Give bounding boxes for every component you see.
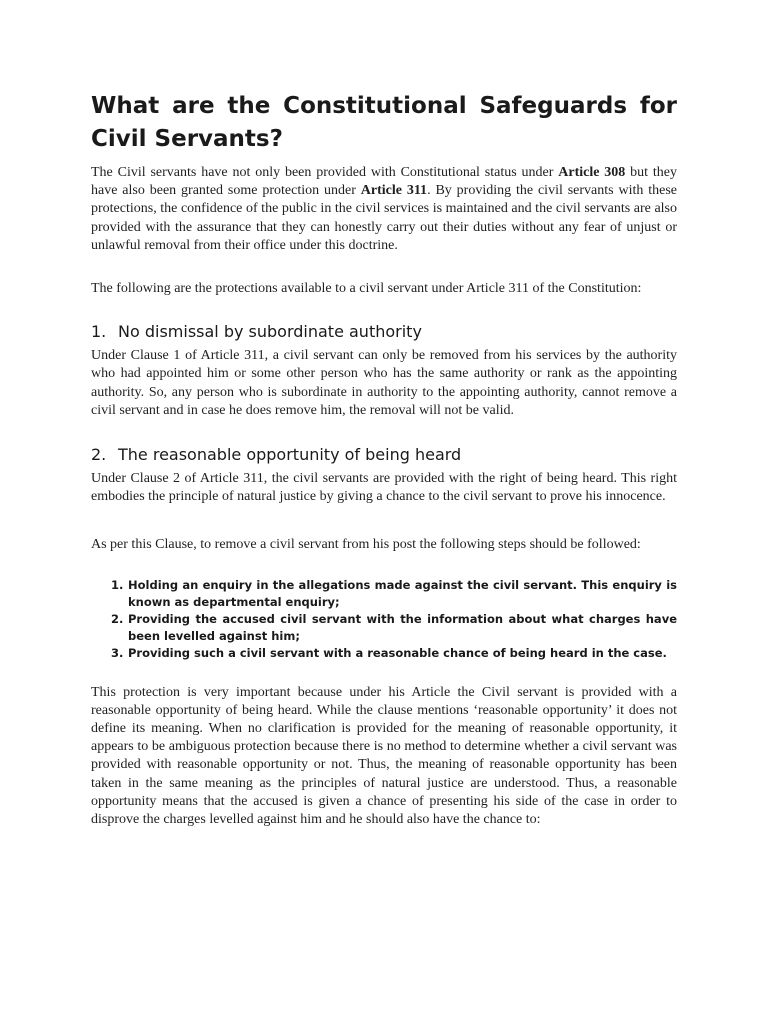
intro-paragraph [91,164,677,255]
section-2-body: Under Clause 2 of Article 311, the civil servants are provided with the right of being heard. This right embodies the principle of natural justice by giving a chance to the civil servant to prove his innocence. [91,471,677,505]
list-item-number: 1. [111,577,124,592]
section-1-title: No dismissal by subordinate authority [118,322,422,342]
list-item-text: Holding an enquiry in the allegations made against the civil servant. This enquiry is known as departmental enquiry; [128,577,677,609]
list-item [91,577,677,611]
steps-intro: As per this Clause, to remove a civil servant from his post the following steps should be followed: [91,537,641,553]
list-item-number: 2. [111,611,124,626]
list-item [91,645,677,662]
page-title: What are the Constitutional Safeguards for Civil Servants? [91,93,677,152]
section-1-number: 1. [91,322,107,342]
list-item [91,611,677,645]
steps-list [91,577,677,662]
intro-text-2: but they have also been granted some protection under [91,165,677,199]
article-311-ref: Article 311 [360,183,428,199]
intro-text-3: . By providing the civil servants with these protections, the confidence of the public in the civil services is maintained and the civil servants are also provided with the assurance that they can honestly carry out their duties without any fear of unjust or unlawful removal from their office under this doctrine. [91,183,678,253]
section-2-number: 2. [91,445,107,465]
closing-paragraph: This protection is very important because under his Article the Civil servant is provided with a reasonable opportunity of being heard. While the clause mentions ‘reasonable opportunity’ it does not define its meaning. When no clarification is provided for the meaning of reasonable opportunity, it appears to be ambiguous protection because there is no method to determine whether a civil servant was provided with reasonable opportunity or not. Thus, the meaning of reasonable opportunity has been taken in the same meaning as the principles of natural justice are understood. Thus, a reasonable opportunity means that the accused is given a chance of presenting his side of the case in order to disprove the charges levelled against him and he should also have the chance to: [91,684,677,828]
protections-intro: The following are the protections available to a civil servant under Article 311 of the Constitution: [91,281,642,297]
article-308-ref: Article 308 [558,165,626,180]
list-item-number: 3. [111,645,124,660]
section-1-body: Under Clause 1 of Article 311, a civil servant can only be removed from his services by the authority who had appointed him or some other person who has the same authority or rank as the appointing authority. So, any person who is subordinate in authority to the appointing authority, cannot remove a civil servant and in case he does remove him, the removal will not be valid. [91,348,677,418]
intro-text-1: The Civil servants have not only been provided with Constitutional status under [91,165,559,180]
section-2-heading [91,444,677,466]
list-item-text: Providing the accused civil servant with the information about what charges have been levelled against him; [128,611,677,643]
list-item-text: Providing such a civil servant with a reasonable chance of being heard in the case. [128,645,667,660]
section-1-heading [91,321,677,343]
section-2-title: The reasonable opportunity of being heard [118,445,462,465]
